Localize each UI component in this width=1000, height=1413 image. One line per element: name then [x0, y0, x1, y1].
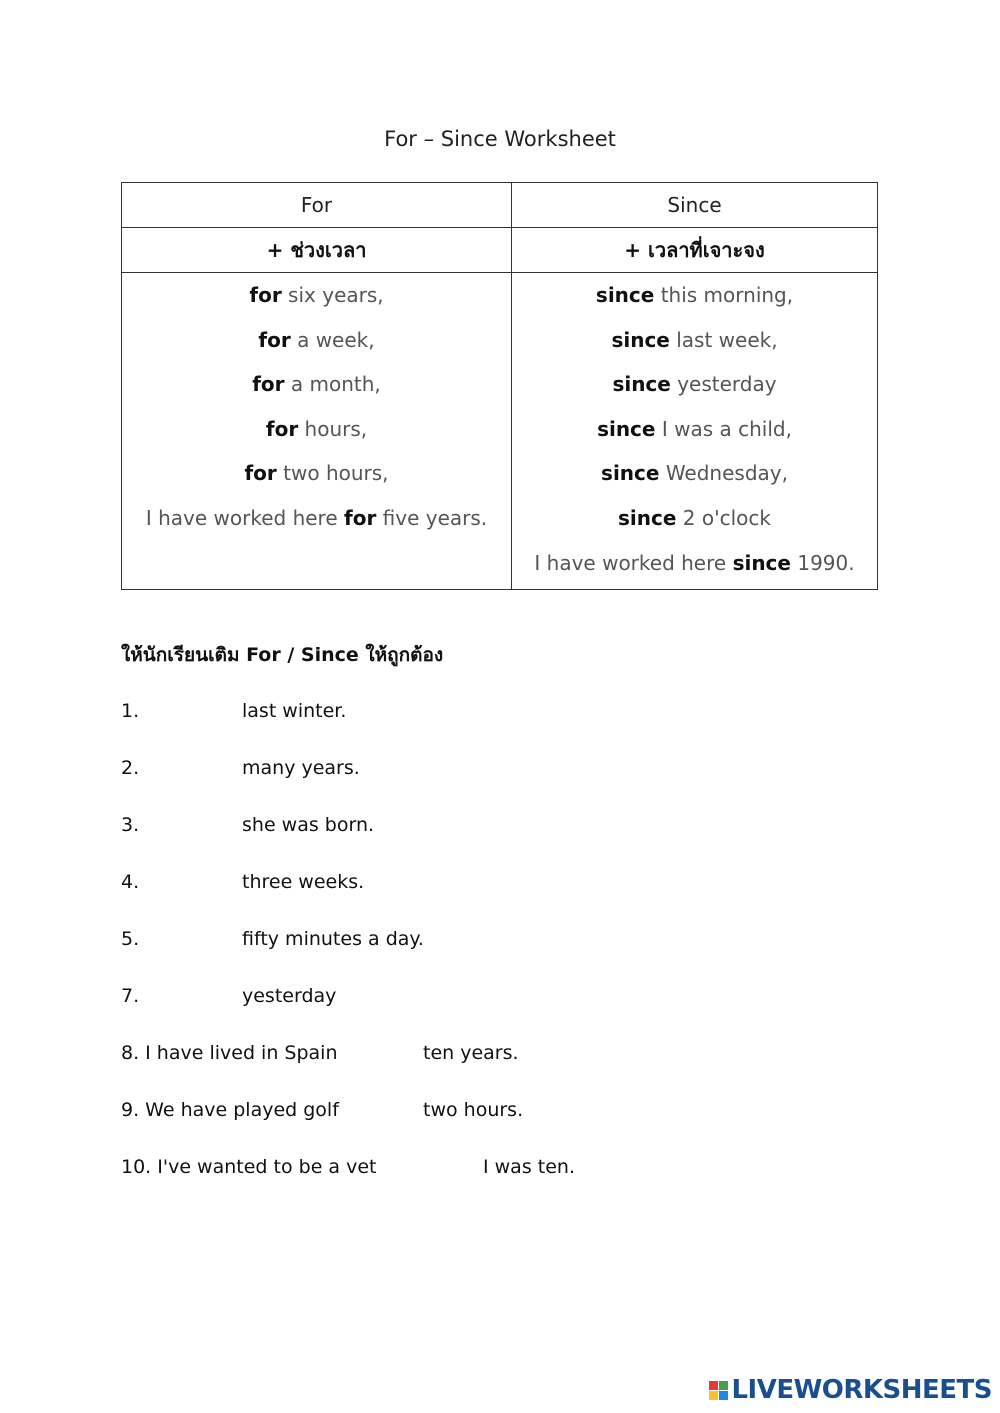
page-title: For – Since Worksheet — [384, 127, 616, 151]
question-text: two hours. — [423, 1099, 524, 1121]
for-column-header: For — [122, 183, 512, 228]
question-number: 4. — [121, 871, 140, 893]
exercise-instruction: ให้นักเรียนเติม For / Since ให้ถูกต้อง — [121, 644, 444, 666]
for-example: for hours, — [265, 416, 368, 441]
since-example: since yesterday — [612, 372, 777, 397]
liveworksheets-wordmark: LIVEWORKSHEETS — [731, 1375, 992, 1405]
question-number: 3. — [121, 814, 140, 836]
since-example: since this morning, — [595, 283, 794, 307]
question-number: 7. — [121, 985, 140, 1007]
question-number: 1. — [121, 700, 140, 722]
since-example: since Wednesday, — [601, 461, 788, 486]
liveworksheets-logo — [709, 1375, 992, 1405]
question-text: last winter. — [242, 700, 347, 722]
for-example: for two hours, — [244, 461, 389, 486]
since-example-sentence: I have worked here since 1990. — [534, 550, 855, 575]
since-usage-label: + เวลาที่เจาะจง — [512, 228, 878, 273]
for-example: for a month, — [252, 372, 381, 397]
for-example-sentence: I have worked here for five years. — [145, 505, 488, 530]
for-example: for six years, — [249, 283, 384, 307]
question-text: ten years. — [423, 1042, 519, 1064]
question-text: I was ten. — [483, 1156, 575, 1178]
question-stem: 8. I have lived in Spain — [121, 1042, 338, 1064]
liveworksheets-logo-icon — [709, 1381, 728, 1400]
question-text: yesterday — [242, 985, 337, 1007]
since-examples-cell — [512, 273, 878, 590]
for-since-reference-table — [121, 182, 878, 590]
for-usage-label: + ช่วงเวลา — [122, 228, 512, 273]
question-stem: 9. We have played golf — [121, 1099, 339, 1121]
since-column-header: Since — [512, 183, 878, 228]
since-example: since 2 o'clock — [618, 505, 771, 530]
for-examples-cell — [122, 273, 512, 590]
question-number: 5. — [121, 928, 140, 950]
question-text: she was born. — [242, 814, 375, 836]
since-example: since last week, — [611, 327, 778, 352]
question-number: 2. — [121, 757, 140, 779]
question-text: fifty minutes a day. — [242, 928, 424, 950]
question-text: three weeks. — [242, 871, 365, 893]
question-stem: 10. I've wanted to be a vet — [121, 1156, 377, 1178]
since-example: since I was a child, — [597, 416, 792, 441]
for-example: for a week, — [258, 327, 375, 352]
question-text: many years. — [242, 757, 360, 779]
